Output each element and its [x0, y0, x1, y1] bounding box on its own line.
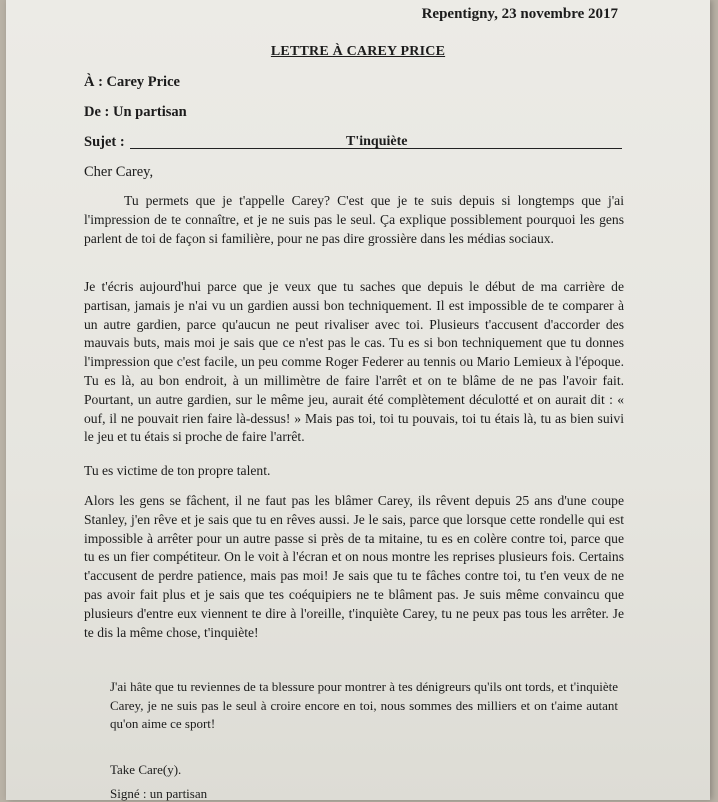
greeting: Cher Carey, [84, 164, 154, 180]
letter-date: Repentigny, 23 novembre 2017 [421, 6, 618, 22]
paragraph-3: Tu es victime de ton propre talent. [84, 463, 271, 478]
recipient-line: À : Carey Price [84, 74, 180, 90]
sender-line: De : Un partisan [84, 104, 187, 120]
letter-title: LETTRE À CAREY PRICE [270, 44, 446, 59]
subject-label: Sujet : [84, 134, 125, 150]
paragraph-5: J'ai hâte que tu reviennes de ta blessure pour montrer à tes dénigreurs qu'ils ont tords, et t'inquiète Carey, je ne suis pas le seul à croire encore en toi, nous sommes des milliers et on t'aime autant qu'on aime ce sport! [110, 679, 618, 731]
signature-line: Signé : un partisan [110, 786, 208, 801]
paragraph-2: Je t'écris aujourd'hui parce que je veux que tu saches que depuis le début de ma carrière de partisan, jamais je n'ai vu un gardien aussi bon techniquement. Il est impossible de te comparer à un autre gardien, parce qu'aucun ne peut rivaliser avec toi. Plusieurs t'accusent d'accorder des mauvais buts, mais moi je sais que ce n'est pas le cas. Tu es si bon techniquement que tu donnes l'impression que c'est facile, un peu comme Roger Federer au tennis ou Mario Lemieux à l'époque. Tu es là, au bon endroit, à un millimètre de faire l'arrêt et on te blâme de ne pas l'avoir fait. Pourtant, un autre gardien, sur le même jeu, aurait été complètement déculotté et on aurait dit : « ouf, il ne pouvait rien faire là-dessus! » Mais pas toi, toi tu pouvais, toi tu étais là, tu as bien suivi le jeu et tu étais si proche de faire l'arrêt. [84, 279, 624, 445]
letter-page [6, 0, 710, 800]
paragraph-1: Tu permets que je t'appelle Carey? C'est que je te suis depuis si longtemps que j'ai l'impression de te connaître, et je ne suis pas le seul. Ça explique possiblement pourquoi les gens parlent de toi de façon si familière, pour ne pas dire grossière dans les médias sociaux. [84, 193, 624, 246]
paragraph-4: Alors les gens se fâchent, il ne faut pas les blâmer Carey, ils rêvent depuis 25 ans d'une coupe Stanley, j'en rêve et je sais que tu en rêves aussi. Je le sais, parce que lorsque cette rondelle qui est impossible à arrêter pour un autre passe si près de ta mitaine, tu es en colère contre toi, parce que tu es un fier compétiteur. On le voit à l'écran et on nous montre les reprises plusieurs fois. Certains t'accusent de perdre patience, mais pas moi! Je sais que tu te fâches contre toi, tu t'en veux de ne pas avoir fait plus et je sais que tes coéquipiers ne te blâment pas. Je suis même convaincu que plusieurs d'entre eux viennent te dire à l'oreille, t'inquiète Carey, tu ne peux pas tous les arrêter. Je te dis la même chose, t'inquiète! [84, 493, 624, 640]
closing-line: Take Care(y). [110, 762, 182, 777]
subject-text: T'inquiète [346, 134, 408, 149]
